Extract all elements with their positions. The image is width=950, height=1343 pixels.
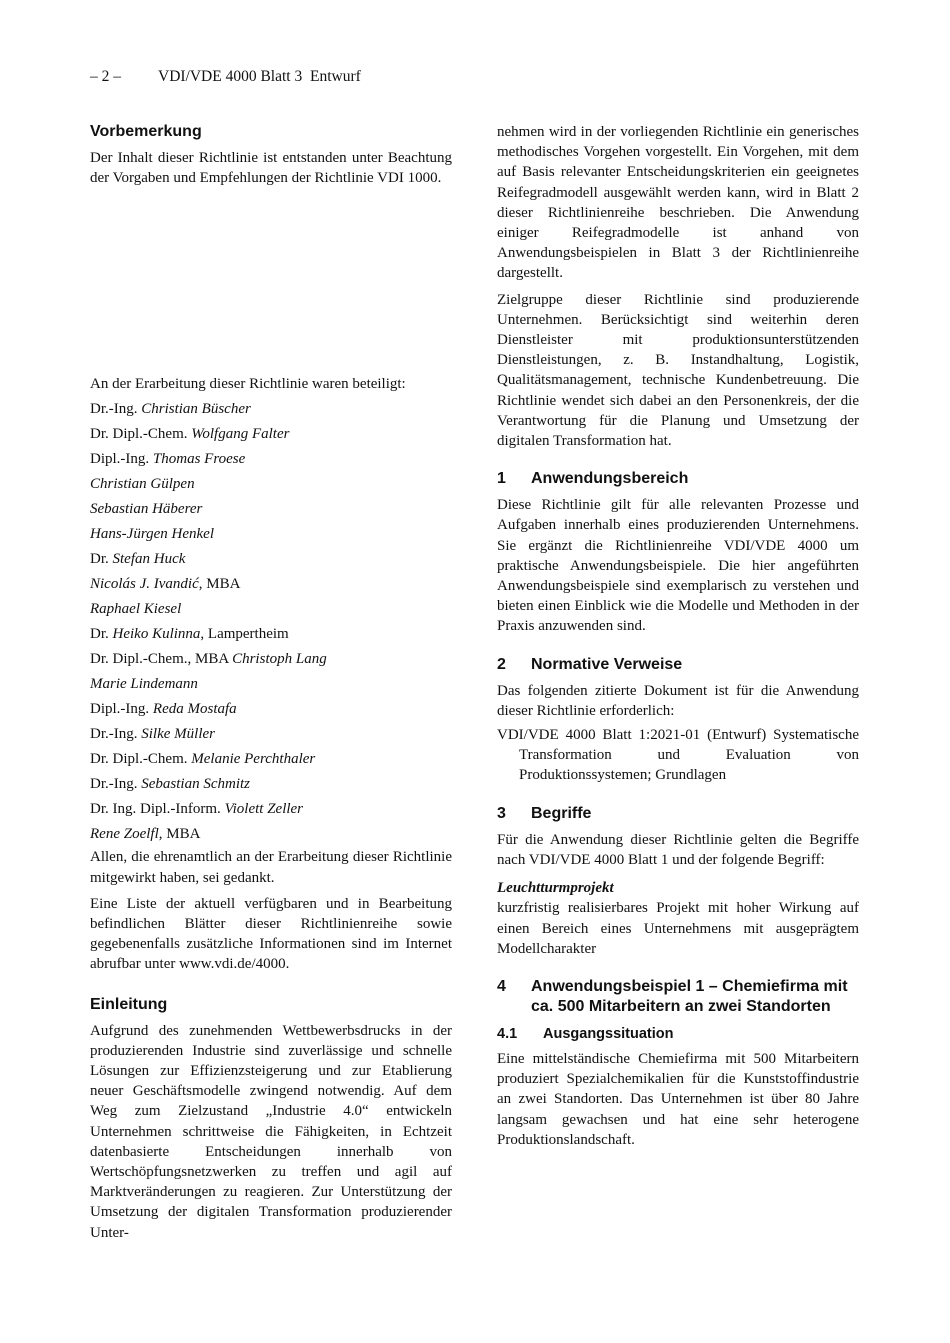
contributor-item: Dr. Heiko Kulinna, Lampertheim — [90, 626, 289, 643]
contributor-item: Dr. Stefan Huck — [90, 551, 186, 568]
document-title: VDI/VDE 4000 Blatt 3 Entwurf — [158, 68, 361, 85]
contributor-item: Christian Gülpen — [90, 476, 195, 493]
paragraph-section-4-1: Eine mittelständische Chemiefirma mit 500 Mitarbeitern produziert Spezialchemikalien für die Kunststoffindustrie an zwei Standorten. Das Unternehmen ist über 80 Jahre langsam gewachsen und hat eine sehr heterogene Produktionslandschaft. — [497, 1050, 859, 1148]
term-leuchtturmprojekt: Leuchtturmprojekt — [497, 880, 614, 897]
contributors-intro: An der Erarbeitung dieser Richtlinie waren beteiligt: — [90, 376, 406, 393]
contributors-list — [90, 397, 452, 847]
heading-vorbemerkung: Vorbemerkung — [90, 123, 202, 140]
contributor-item: Hans-Jürgen Henkel — [90, 526, 214, 543]
paragraph-einleitung: Aufgrund des zunehmenden Wettbewerbsdrucks in der produzierenden Industrie sind zuverlässige und schnelle Lösungen zur Effizienzsteigerung und zur Etablierung neuer Geschäftsmodelle zwingend notwendig. Auf dem Weg zum Zielzustand „Industrie 4.0“ entwickeln Unternehmen schrittweise die Fähigkeiten, in Echtzeit datenbasierte Entscheidungen innerhalb von Wertschöpfungsnetzwerken zu treffen und agil auf Marktveränderungen zu reagieren. Zur Unterstützung der Umsetzung der digitalen Transformation produzierender Unter- — [90, 1022, 452, 1241]
paragraph-section-1: Diese Richtlinie gilt für alle relevanten Prozesse und Aufgaben innerhalb eines produzierenden Unternehmens. Sie ergänzt die Richtlinienreihe VDI/VDE 4000 um praktische Anwendungsbeispiele. Die hier angeführten Anwendungsbeispiele sind exemplarisch zu verstehen und bieten einen Einblick wie die Modelle und Methoden in der Praxis anzuwenden sind. — [497, 497, 859, 635]
contributor-item: Dr.-Ing. Sebastian Schmitz — [90, 776, 250, 793]
contributor-item: Dr. Dipl.-Chem., MBA Christoph Lang — [90, 651, 327, 668]
contributor-item: Raphael Kiesel — [90, 601, 182, 618]
contributor-item: Marie Lindemann — [90, 676, 198, 693]
paragraph-section-3: Für die Anwendung dieser Richtlinie gelten die Begriffe nach VDI/VDE 4000 Blatt 1 und der folgende Begriff: — [497, 831, 859, 868]
page-header — [90, 68, 361, 86]
contributor-item: Dipl.-Ing. Reda Mostafa — [90, 701, 237, 718]
page-number: – 2 – — [90, 68, 121, 85]
contributor-item: Nicolás J. Ivandić, MBA — [90, 576, 241, 593]
heading-section-4-1: 4.1 Ausgangssituation — [497, 1025, 674, 1042]
paragraph-section-2: Das folgenden zitierte Dokument ist für die Anwendung dieser Richtlinie erforderlich: — [497, 682, 859, 719]
heading-einleitung: Einleitung — [90, 995, 168, 1013]
contributor-item: Dr.-Ing. Silke Müller — [90, 726, 215, 743]
contributor-item: Dr. Dipl.-Chem. Wolfgang Falter — [90, 426, 290, 443]
heading-section-2: 2 Normative Verweise — [497, 655, 683, 673]
paragraph-zielgruppe: Zielgruppe dieser Richtlinie sind produzierende Unternehmen. Berücksichtigt sind weiterhin deren Dienstleister mit produktionsunterstützenden Dienstleistungen, z. B. Instandhaltung, Logistik, Qualitätsmanagement, technische Kundenbetreuung. Die Richtlinie wendet sich dabei an den Personenkreis, der die Verantwortung für die Planung und Umsetzung der digitalen Transformation hat. — [497, 291, 859, 450]
term-definition: kurzfristig realisierbares Projekt mit hoher Wirkung auf einen Bereich eines Unternehmens mit ausgeprägtem Modellcharakter — [497, 900, 859, 957]
right-column — [497, 122, 859, 1150]
contributor-item: Dr. Ing. Dipl.-Inform. Violett Zeller — [90, 801, 304, 818]
left-column — [90, 122, 452, 1243]
paragraph-list-note: Eine Liste der aktuell verfügbaren und in Bearbeitung befindlichen Blätter dieser Richtlinienreihe sowie gegebenenfalls zusätzliche Informationen sind im Internet abrufbar unter www.vdi.de/4000. — [90, 895, 452, 973]
heading-section-4: 4 Anwendungsbeispiel 1 – Chemiefirma mit ca. 500 Mitarbeitern an zwei Standorten — [497, 977, 848, 1015]
normative-reference: VDI/VDE 4000 Blatt 1:2021-01 (Entwurf) Systematische Transformation und Evaluation von Produktionssystemen; Grundlagen — [497, 727, 859, 784]
paragraph-einleitung-continued: nehmen wird in der vorliegenden Richtlinie ein generisches methodisches Vorgehen vorgestellt. Ein Vorgehen, mit dem auf Basis relevanter Entscheidungskriterien ein geeignetes Reifegradmodell ausgewählt werden kann, wird in Blatt 2 dieser Richtlinienreihe beschrieben. Die Anwendung einiger Reifegradmodelle ist anhand von Anwendungsbeispielen in Blatt 3 der Richtlinienreihe dargestellt. — [497, 124, 859, 282]
paragraph-thanks: Allen, die ehrenamtlich an der Erarbeitung dieser Richtlinie mitgewirkt haben, sei gedankt. — [90, 849, 452, 886]
heading-section-1: 1 Anwendungsbereich — [497, 470, 689, 488]
contributor-item: Rene Zoelfl, MBA — [90, 826, 201, 843]
contributor-item: Dipl.-Ing. Thomas Froese — [90, 451, 246, 468]
heading-section-3: 3 Begriffe — [497, 804, 592, 822]
contributor-item: Dr.-Ing. Christian Büscher — [90, 401, 251, 418]
paragraph-vorbemerkung: Der Inhalt dieser Richtlinie ist entstanden unter Beachtung der Vorgaben und Empfehlungen der Richtlinie VDI 1000. — [90, 150, 452, 187]
contributor-item: Dr. Dipl.-Chem. Melanie Perchthaler — [90, 751, 316, 768]
contributor-item: Sebastian Häberer — [90, 501, 203, 518]
